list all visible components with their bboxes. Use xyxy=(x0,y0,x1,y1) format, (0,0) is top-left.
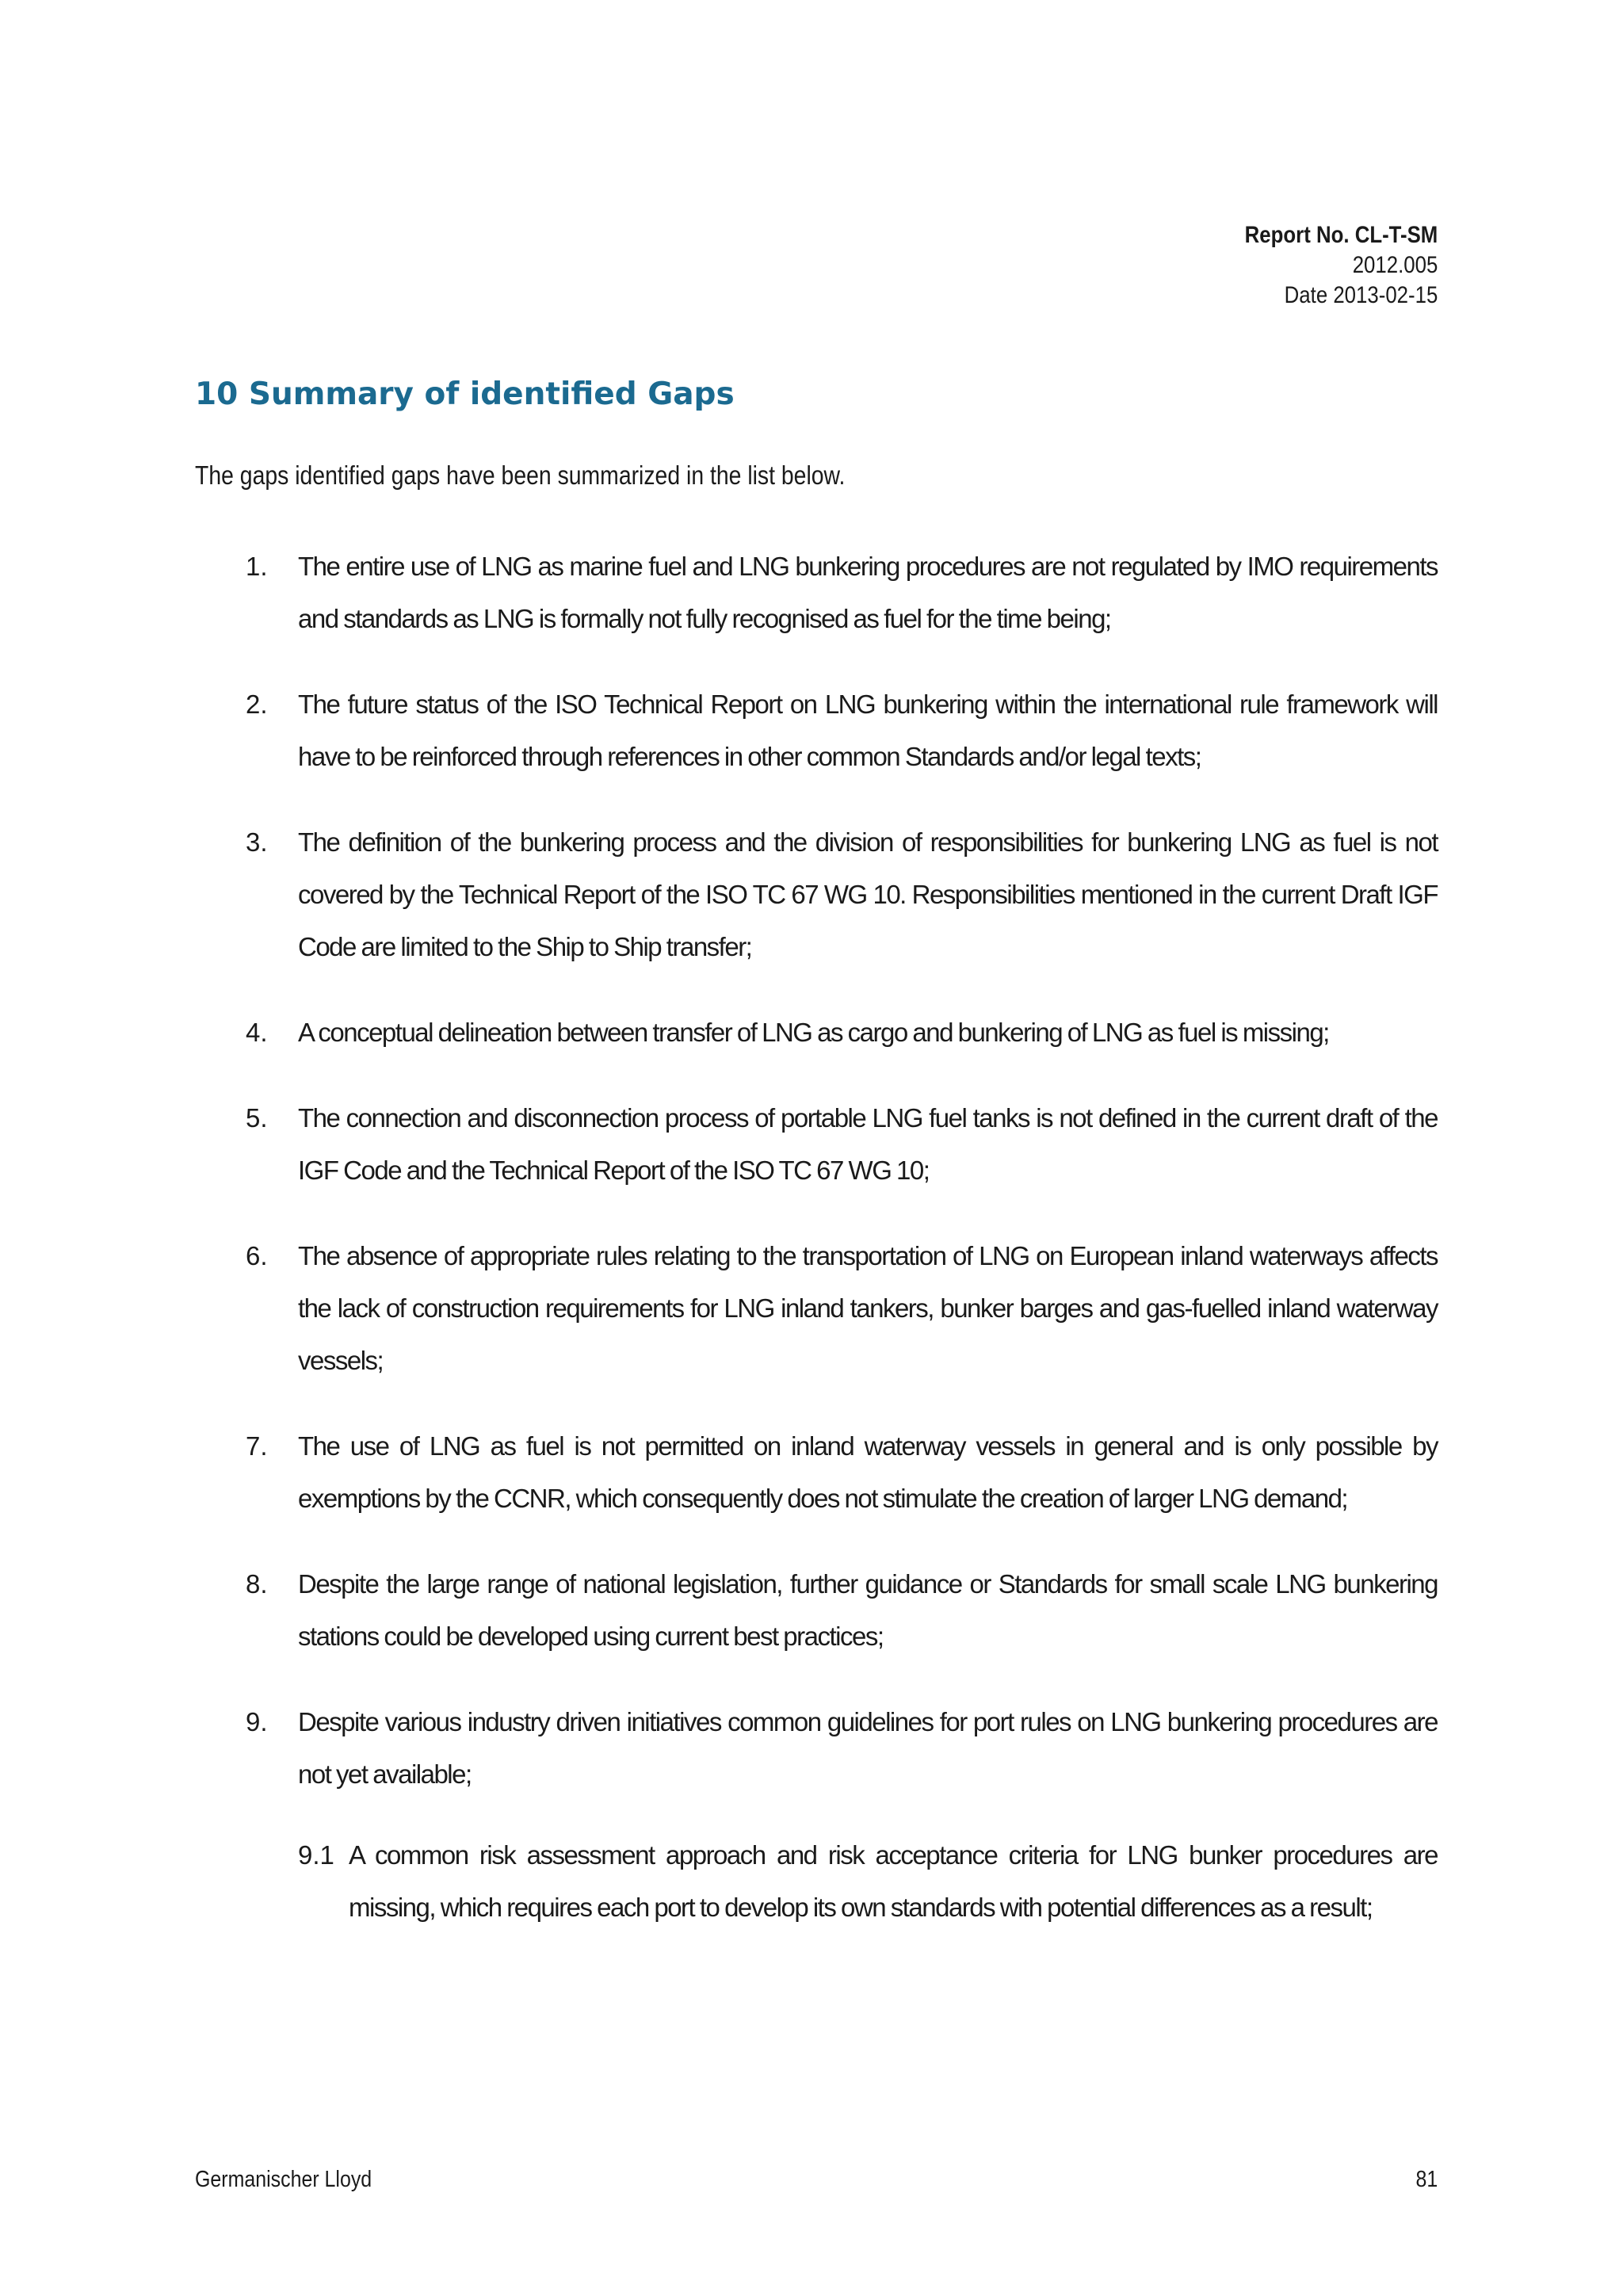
gap-item-3 xyxy=(246,816,1438,973)
footer-company: Germanischer Lloyd xyxy=(195,2167,372,2192)
gap-item-2 xyxy=(246,678,1438,783)
gap-text: The future status of the ISO Technical Report on LNG bunkering within the international rule framework will have to be reinforced through references in other common Standards and/or legal texts; xyxy=(298,690,1438,771)
page-number: 81 xyxy=(1415,2167,1438,2192)
report-number-label: Report No. CL-T-SM xyxy=(1244,222,1438,248)
gap-text: The connection and disconnection process of portable LNG fuel tanks is not defined in the current draft of the IGF Code and the Technical Report of the ISO TC 67 WG 10; xyxy=(298,1103,1438,1185)
gap-item-7 xyxy=(246,1420,1438,1525)
gap-number: 8. xyxy=(246,1569,268,1599)
gap-number: 5. xyxy=(246,1103,268,1133)
report-date: Date 2013-02-15 xyxy=(1284,282,1438,308)
sub-gap-number: 9.1 xyxy=(298,1840,334,1870)
report-header xyxy=(1244,220,1438,311)
gap-text: The use of LNG as fuel is not permitted on inland waterway vessels in general and is only possible by exemptions by the CCNR, which consequently does not stimulate the creation of larger LNG demand; xyxy=(298,1431,1438,1513)
gap-number: 2. xyxy=(246,690,268,719)
gap-text: Despite various industry driven initiatives common guidelines for port rules on LNG bunkering procedures are not yet available; xyxy=(298,1707,1438,1789)
gap-item-1 xyxy=(246,541,1438,645)
gap-text: The entire use of LNG as marine fuel and LNG bunkering procedures are not regulated by IMO requirements and standards as LNG is formally not fully recognised as fuel for the time being; xyxy=(298,552,1438,633)
gap-item-4 xyxy=(246,1007,1438,1059)
gap-text: Despite the large range of national legislation, further guidance or Standards for small scale LNG bunkering stations could be developed using current best practices; xyxy=(298,1569,1438,1651)
intro-paragraph: The gaps identified gaps have been summarized in the list below. xyxy=(195,460,846,490)
gap-list xyxy=(246,541,1438,1934)
section-title: 10 Summary of identified Gaps xyxy=(195,376,735,412)
gap-subitem-9-1 xyxy=(298,1829,1438,1934)
gap-number: 3. xyxy=(246,827,268,857)
gap-text: A conceptual delineation between transfer of LNG as cargo and bunkering of LNG as fuel is missing; xyxy=(298,1018,1329,1047)
gap-text: The absence of appropriate rules relating to the transportation of LNG on European inland waterways affects the lack of construction requirements for LNG inland tankers, bunker barges and gas-fuelled inland waterway vessels; xyxy=(298,1241,1438,1375)
gap-number: 6. xyxy=(246,1241,268,1270)
gap-number: 9. xyxy=(246,1707,268,1736)
sub-gap-text: A common risk assessment approach and risk acceptance criteria for LNG bunker procedures are missing, which requires each port to develop its own standards with potential differences as a result; xyxy=(349,1840,1438,1922)
gap-text: The definition of the bunkering process and the division of responsibilities for bunkering LNG as fuel is not covered by the Technical Report of the ISO TC 67 WG 10. Responsibilities mentioned in the current Draft IGF Code are limited to the Ship to Ship transfer; xyxy=(298,827,1438,961)
gap-item-6 xyxy=(246,1230,1438,1387)
report-number-value: 2012.005 xyxy=(1352,252,1438,278)
gap-number: 4. xyxy=(246,1018,268,1047)
gap-item-9 xyxy=(246,1696,1438,1801)
gap-item-5 xyxy=(246,1092,1438,1197)
gap-number: 7. xyxy=(246,1431,268,1461)
gap-number: 1. xyxy=(246,552,268,581)
gap-item-8 xyxy=(246,1558,1438,1663)
